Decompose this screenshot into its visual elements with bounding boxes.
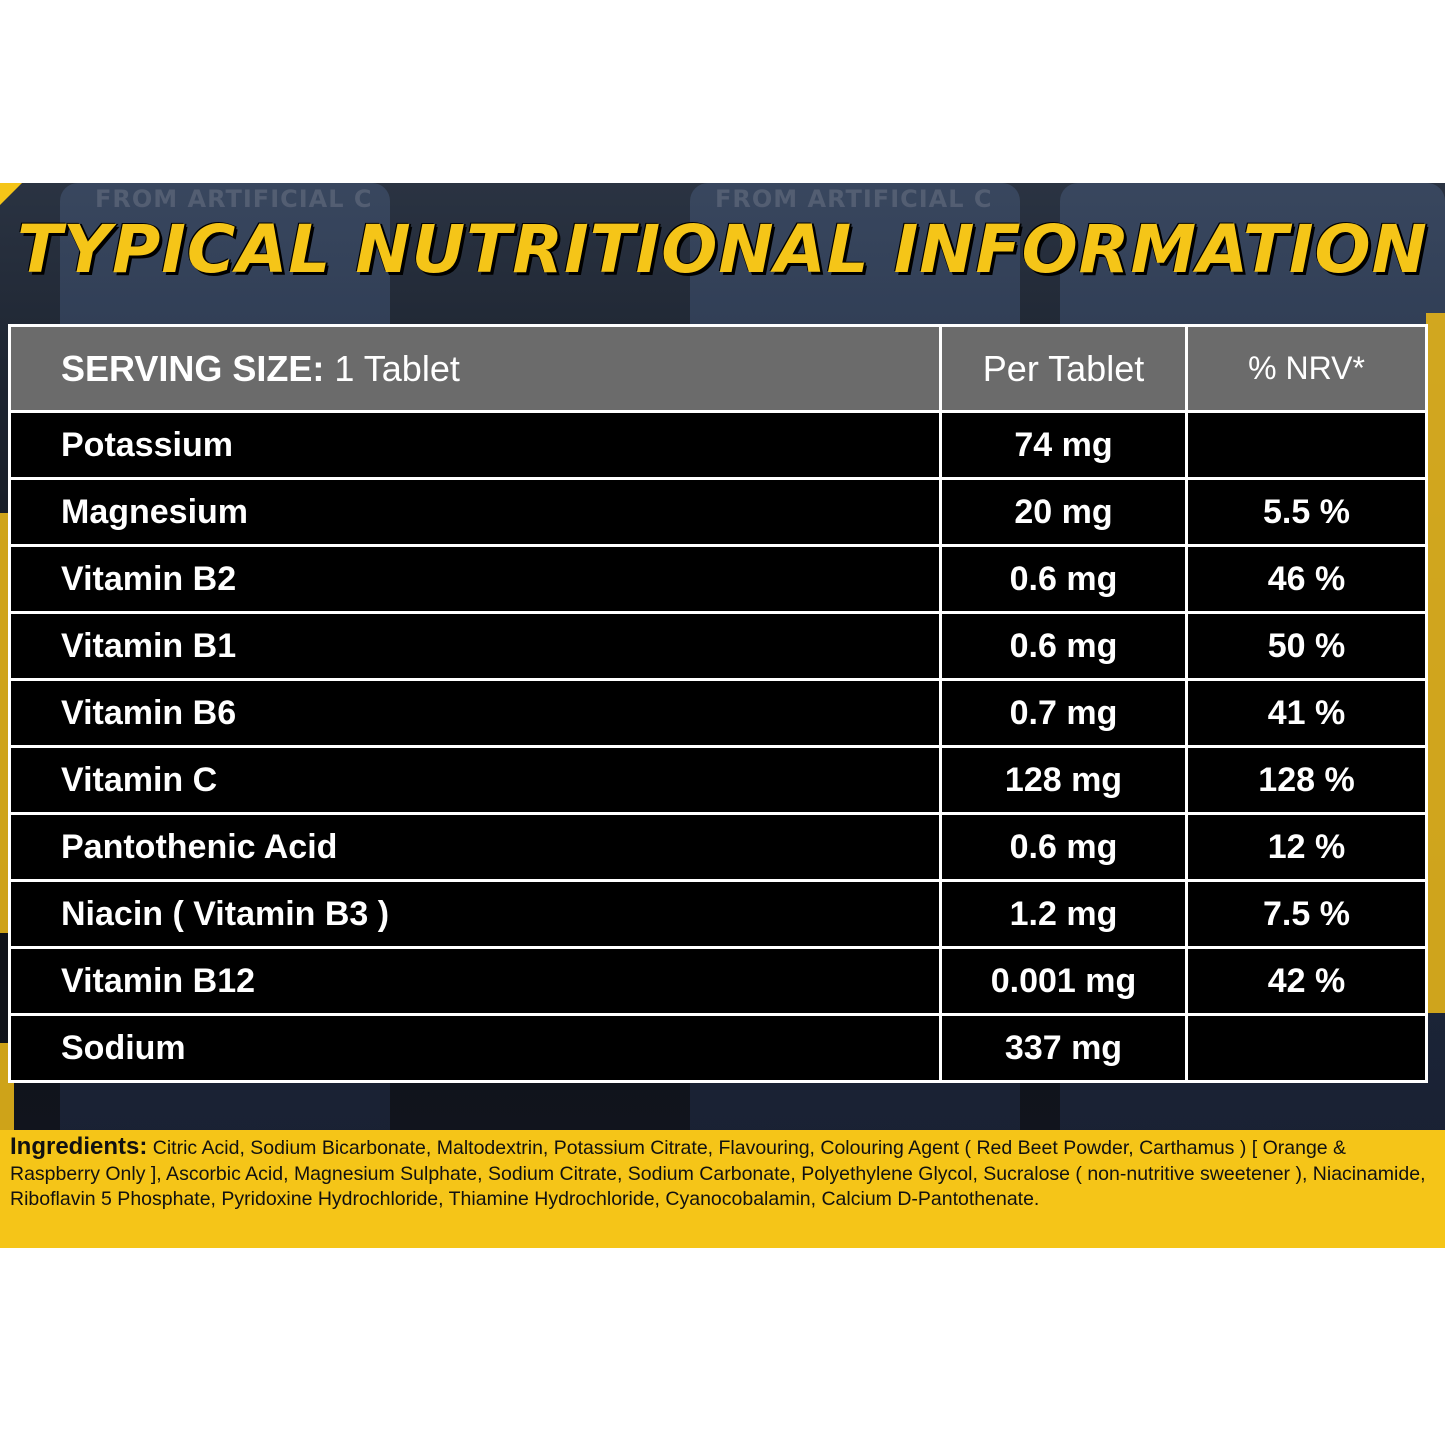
- nutrition-panel: [0, 183, 1445, 1248]
- nutrient-nrv: 50 %: [1187, 613, 1427, 680]
- nutrient-amount: 74 mg: [941, 412, 1187, 479]
- nutrient-nrv: 12 %: [1187, 814, 1427, 881]
- nutrient-name: Niacin ( Vitamin B3 ): [10, 881, 941, 948]
- nutrient-nrv: [1187, 1015, 1427, 1082]
- nutrient-name: Sodium: [10, 1015, 941, 1082]
- background-watermark: FROM ARTIFICIAL C: [715, 185, 993, 213]
- table-row: [10, 814, 1427, 881]
- nutrient-nrv: [1187, 412, 1427, 479]
- nutrient-amount: 0.001 mg: [941, 948, 1187, 1015]
- nutrient-amount: 20 mg: [941, 479, 1187, 546]
- nutrient-amount: 128 mg: [941, 747, 1187, 814]
- table-row: [10, 479, 1427, 546]
- serving-size-value: 1 Tablet: [334, 347, 460, 389]
- nutrient-name: Pantothenic Acid: [10, 814, 941, 881]
- nutrient-nrv: 7.5 %: [1187, 881, 1427, 948]
- nutrient-name: Potassium: [10, 412, 941, 479]
- nutrient-nrv: 41 %: [1187, 680, 1427, 747]
- nutrient-name: Vitamin B12: [10, 948, 941, 1015]
- nutrition-table: [8, 324, 1428, 1083]
- table-row: [10, 546, 1427, 613]
- ingredients-section: [0, 1130, 1445, 1248]
- serving-size-label: SERVING SIZE:: [61, 347, 325, 389]
- serving-size-header: [10, 326, 941, 412]
- table-row: [10, 613, 1427, 680]
- table-row: [10, 747, 1427, 814]
- table-row: [10, 881, 1427, 948]
- nutrient-nrv: 5.5 %: [1187, 479, 1427, 546]
- table-header-row: [10, 326, 1427, 412]
- background-watermark: FROM ARTIFICIAL C: [95, 185, 373, 213]
- table-row: [10, 948, 1427, 1015]
- background-stripe: [1426, 313, 1445, 1013]
- nutrient-name: Vitamin C: [10, 747, 941, 814]
- table-row: [10, 412, 1427, 479]
- nutrient-nrv: 42 %: [1187, 948, 1427, 1015]
- nutrient-name: Vitamin B2: [10, 546, 941, 613]
- nutrient-amount: 0.6 mg: [941, 613, 1187, 680]
- corner-accent: [0, 183, 22, 205]
- nutrient-amount: 1.2 mg: [941, 881, 1187, 948]
- nutrient-amount: 0.6 mg: [941, 546, 1187, 613]
- ingredients-label: Ingredients:: [10, 1133, 148, 1160]
- nrv-header: % NRV*: [1187, 326, 1427, 412]
- nutrient-amount: 0.6 mg: [941, 814, 1187, 881]
- ingredients-text: Citric Acid, Sodium Bicarbonate, Maltodextrin, Potassium Citrate, Flavouring, Colouring Agent ( Red Beet Powder, Carthamus ) [ Orange & Raspberry Only ], Ascorbic Acid, Magnesium Sulphate, Sodium Citrate, Sodium Carbonate, Polyethylene Glycol, Sucralose ( non-nutritive sweetener ), Niacinamide, Riboflavin 5 Phosphate, Pyridoxine Hydrochloride, Thiamine Hydrochloride, Cyanocobalamin, Calcium D-Pantothenate.: [10, 1137, 1426, 1210]
- table-row: [10, 1015, 1427, 1082]
- nutrient-amount: 0.7 mg: [941, 680, 1187, 747]
- nutrient-name: Vitamin B1: [10, 613, 941, 680]
- nutrient-nrv: 46 %: [1187, 546, 1427, 613]
- per-tablet-header: Per Tablet: [941, 326, 1187, 412]
- nutrient-name: Vitamin B6: [10, 680, 941, 747]
- nutrient-amount: 337 mg: [941, 1015, 1187, 1082]
- nutrient-name: Magnesium: [10, 479, 941, 546]
- nutrient-nrv: 128 %: [1187, 747, 1427, 814]
- page-title: TYPICAL NUTRITIONAL INFORMATION: [17, 211, 1428, 288]
- table-row: [10, 680, 1427, 747]
